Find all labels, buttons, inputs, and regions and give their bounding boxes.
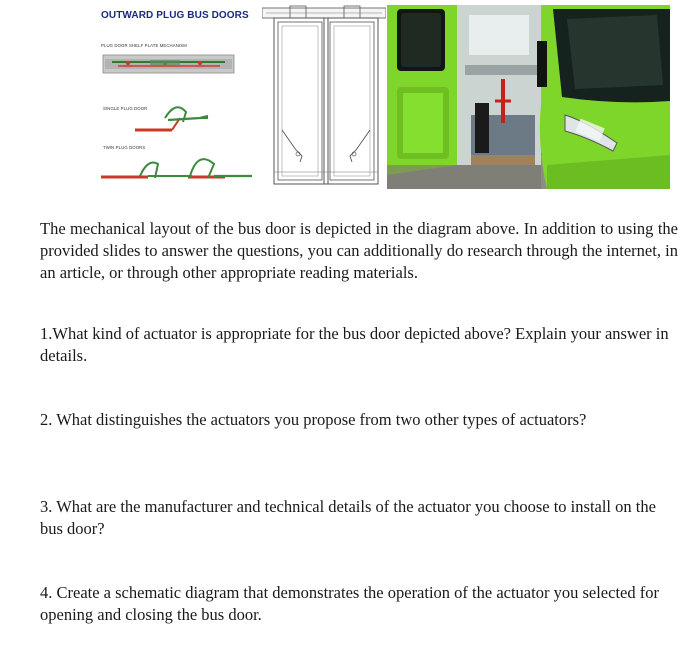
twin-plug-doors-drawing [101,159,252,178]
label-single-plug-door: SINGLE PLUG DOOR [103,106,148,111]
label-shelf-plate-mechanism: PLUG DOOR SHELF PLATE MECHANISM [101,43,187,48]
label-twin-plug-doors: TWIN PLUG DOORS [103,145,146,150]
question-4: 4. Create a schematic diagram that demonstrates the operation of the actuator you selected for opening and closing the bus door. [40,583,659,624]
bus-door-photo [387,5,670,189]
plug-door-diagrams [0,0,270,192]
intro-paragraph: The mechanical layout of the bus door is depicted in the diagram above. In addition to using the provided slides to answer the questions, you can additionally do research through the internet, in an article, or through other appropriate reading materials. [40,219,678,282]
single-plug-door-drawing [135,107,208,130]
question-3: 3. What are the manufacturer and technical details of the actuator you choose to install on the bus door? [40,497,656,538]
shelf-plate-mechanism-drawing [103,55,234,73]
question-2: 2. What distinguishes the actuators you propose from two other types of actuators? [40,410,587,429]
question-1: 1.What kind of actuator is appropriate for the bus door depicted above? Explain your answer in details. [40,324,669,365]
door-frame-drawing [262,2,386,188]
figure-title: OUTWARD PLUG BUS DOORS [101,10,249,21]
